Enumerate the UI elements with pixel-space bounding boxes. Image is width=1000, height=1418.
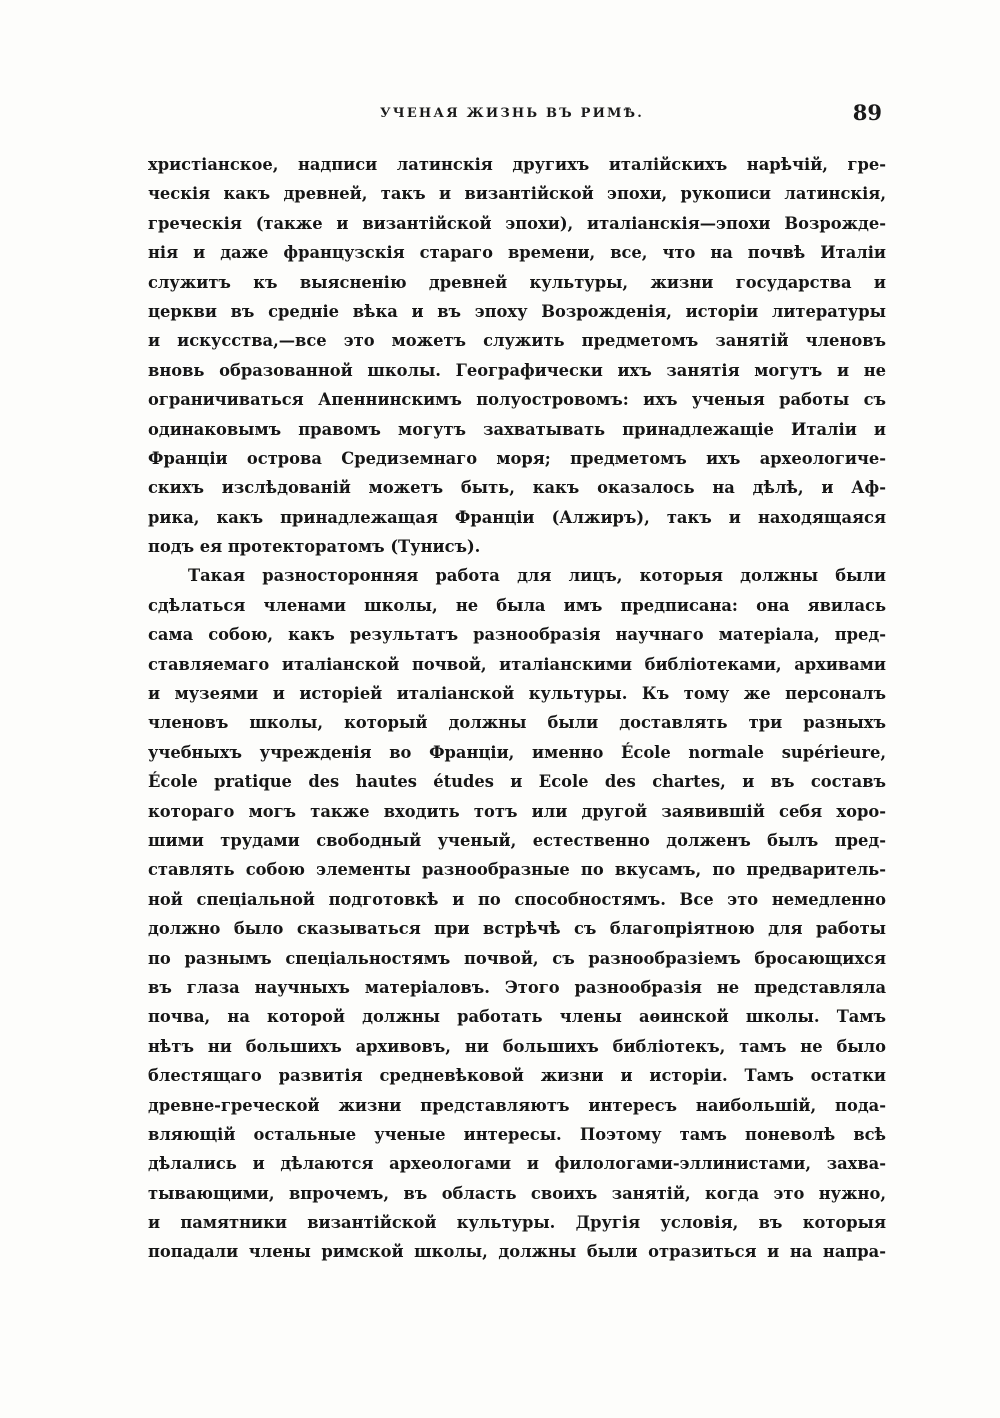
text-line: ставляемаго италіанской почвой, италіанскими библіотеками, архивами xyxy=(148,654,886,674)
text-line: École pratique des hautes études и Ecole des chartes, и въ составъ xyxy=(148,772,886,792)
text-line: ограничиваться Апеннинскимъ полуостровомъ: ихъ ученыя работы съ xyxy=(148,390,886,410)
page-number: 89 xyxy=(852,100,882,125)
text-line: служитъ къ выясненію древней культуры, жизни государства и xyxy=(148,272,886,292)
text-line: нія и даже французскія стараго времени, все, что на почвѣ Италіи xyxy=(148,243,886,263)
text-line: скихъ изслѣдованій можетъ быть, какъ оказалось на дѣлѣ, и Аф- xyxy=(148,478,886,498)
text-line: и искусства,—все это можетъ служить предметомъ занятій членовъ xyxy=(148,331,886,351)
text-line: дѣлались и дѣлаются археологами и филологами-эллинистами, захва- xyxy=(148,1154,886,1174)
text-line: подъ ея протекторатомъ (Тунисъ). xyxy=(148,537,481,557)
text-line: ческія какъ древней, такъ и византійской эпохи, рукописи латинскія, xyxy=(148,184,886,204)
text-line: рика, какъ принадлежащая Франціи (Алжиръ), такъ и находящаяся xyxy=(148,507,886,527)
text-line: ной спеціальной подготовкѣ и по способностямъ. Все это немедленно xyxy=(148,889,886,909)
paragraph-start-line: Такая разносторонняя работа для лицъ, которыя должны были xyxy=(188,566,886,586)
text-line: древне-греческой жизни представляютъ интересъ наибольшій, пода- xyxy=(148,1095,886,1115)
text-line: попадали члены римской школы, должны были отразиться и на напра- xyxy=(148,1242,886,1262)
text-line: вляющій остальные ученые интересы. Поэтому тамъ поневолѣ всѣ xyxy=(148,1124,886,1144)
text-line: шими трудами свободный ученый, естественно долженъ былъ пред- xyxy=(148,830,886,850)
running-head: УЧЕНАЯ ЖИЗНЬ ВЪ РИМѢ. xyxy=(380,106,645,121)
body-text xyxy=(148,150,886,1267)
text-line: котораго могъ также входить тотъ или другой заявившій себя хоро- xyxy=(148,801,886,821)
text-line: должно было сказываться при встрѣчѣ съ благопріятною для работы xyxy=(148,919,886,939)
text-line: и памятники византійской культуры. Другія условія, въ которыя xyxy=(148,1213,886,1233)
text-line: сдѣлаться членами школы, не была имъ предписана: она явилась xyxy=(148,595,886,615)
text-line: одинаковымъ правомъ могутъ захватывать принадлежащіе Италіи и xyxy=(148,419,886,439)
page-header xyxy=(148,100,886,136)
text-line: греческія (также и византійской эпохи), италіанскія—эпохи Возрожде- xyxy=(148,213,886,233)
text-line: учебныхъ учрежденія во Франціи, именно École normale supérieure, xyxy=(148,742,886,762)
text-line: почва, на которой должны работать члены аѳинской школы. Тамъ xyxy=(148,1007,886,1027)
text-line: сама собою, какъ результатъ разнообразія научнаго матеріала, пред- xyxy=(148,625,886,645)
text-line: членовъ школы, который должны были доставлять три разныхъ xyxy=(148,713,886,733)
text-line: Франціи острова Средиземнаго моря; предметомъ ихъ археологиче- xyxy=(148,448,886,468)
text-line: и музеями и исторіей италіанской культуры. Къ тому же персоналъ xyxy=(148,684,886,704)
text-line: въ глаза научныхъ матеріаловъ. Этого разнообразія не представляла xyxy=(148,977,886,997)
text-line: тывающими, впрочемъ, въ область своихъ занятій, когда это нужно, xyxy=(148,1183,886,1203)
text-line: по разнымъ спеціальностямъ почвой, съ разнообразіемъ бросающихся xyxy=(148,948,886,968)
text-line: нѣтъ ни большихъ архивовъ, ни большихъ библіотекъ, тамъ не было xyxy=(148,1036,886,1056)
text-line: церкви въ средніе вѣка и въ эпоху Возрожденія, исторіи литературы xyxy=(148,301,886,321)
text-line: блестящаго развитія средневѣковой жизни и исторіи. Тамъ остатки xyxy=(148,1066,886,1086)
text-line: ставлять собою элементы разнообразные по вкусамъ, по предваритель- xyxy=(148,860,886,880)
text-line: вновь образованной школы. Географически ихъ занятія могутъ и не xyxy=(148,360,886,380)
text-line: христіанское, надписи латинскія другихъ италійскихъ нарѣчій, гре- xyxy=(148,155,886,174)
